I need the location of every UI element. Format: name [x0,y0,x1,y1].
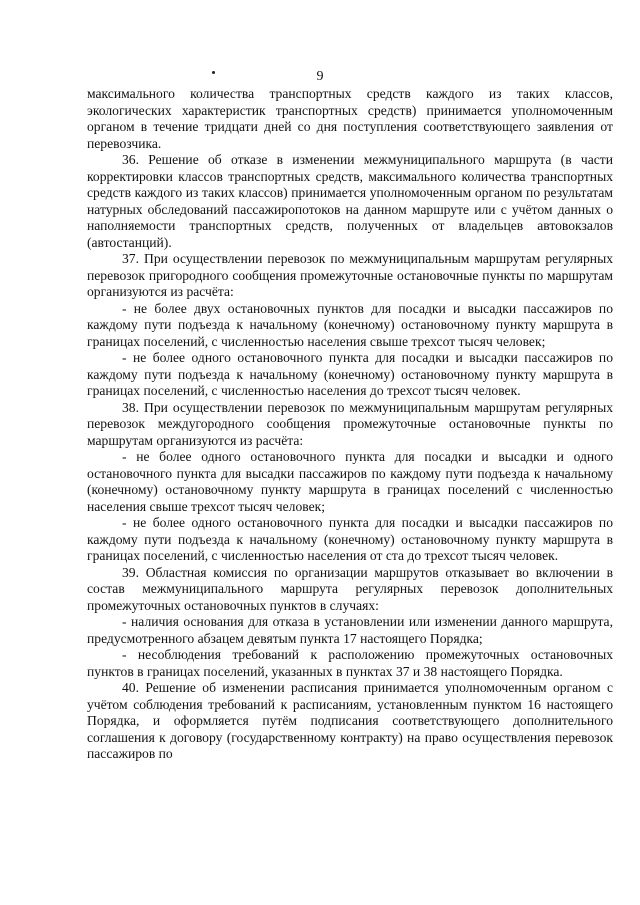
paragraph-38-item-b: - не более одного остановочного пункта для посадки и высадки пассажиров по каждому пути подъезда к начальному (конечному) остановочному пункту маршрута в границах поселений, с численностью населения от ста до трехсот тысяч человек. [87,515,613,563]
paragraph-37-item-b: - не более одного остановочного пункта для посадки и высадки пассажиров по каждому пути подъезда к начальному (конечному) остановочному пункту маршрута в границах поселений, с численностью населения до трехсот тысяч человек. [87,350,613,398]
paragraph-39-item-b: - несоблюдения требований к расположению промежуточных остановочных пунктов в границах поселений, указанных в пунктах 37 и 38 настоящего Порядка. [87,647,613,679]
paragraph-39-item-a: - наличия основания для отказа в установлении или изменении данного маршрута, предусмотренного абзацем девятым пункта 17 настоящего Порядка; [87,614,613,646]
document-body [87,86,613,763]
paragraph-40: 40. Решение об изменении расписания принимается уполномоченным органом с учётом соблюдения требований к расписаниям, установленным пунктом 16 настоящего Порядка, и оформляется путём подписания соответствующего дополнительного соглашения к договору (государственному контракту) на право осуществления перевозок пассажиров по [87,680,613,761]
paragraph-36: 36. Решение об отказе в изменении межмуниципального маршрута (в части корректировки классов транспортных средств, максимального количества транспортных средств каждого из таких классов) принимается уполномоченным органом по результатам натурных обследований пассажиропотоков на данном маршруте или с учётом данных о наполняемости транспортных средств, полученных от владельцев автовокзалов (автостанций). [87,152,613,250]
paragraph-38: 38. При осуществлении перевозок по межмуниципальным маршрутам регулярных перевозок междугородного сообщения промежуточные остановочные пункты по маршрутам организуются из расчёта: [87,399,613,448]
paragraph-continuation: максимального количества транспортных средств каждого из таких классов, экологических характеристик транспортных средств) принимается уполномоченным органом в течение тридцати дней со дня поступления соответствующего заявления от перевозчика. [87,86,613,151]
page-number: 9 [316,69,324,84]
paragraph-37: 37. При осуществлении перевозок по межмуниципальным маршрутам регулярных перевозок пригородного сообщения промежуточные остановочные пункты по маршрутам организуются из расчёта: [87,251,613,299]
paragraph-37-item-a: - не более двух остановочных пунктов для посадки и высадки пассажиров по каждому пути подъезда к начальному (конечному) остановочному пункту маршрута в границах поселений, с численностью населения свыше трехсот тысяч человек; [87,300,613,349]
paragraph-39: 39. Областная комиссия по организации маршрутов отказывает во включении в состав межмуниципального маршрута регулярных перевозок дополнительных промежуточных остановочных пунктов в случаях: [87,564,613,613]
paragraph-38-item-a: - не более одного остановочного пункта для посадки и высадки и одного остановочного пункта для высадки пассажиров по каждому пути подъезда к начальному (конечному) остановочному пункту маршрута в границах поселений с численностью населения свыше трехсот тысяч человек; [87,449,613,514]
